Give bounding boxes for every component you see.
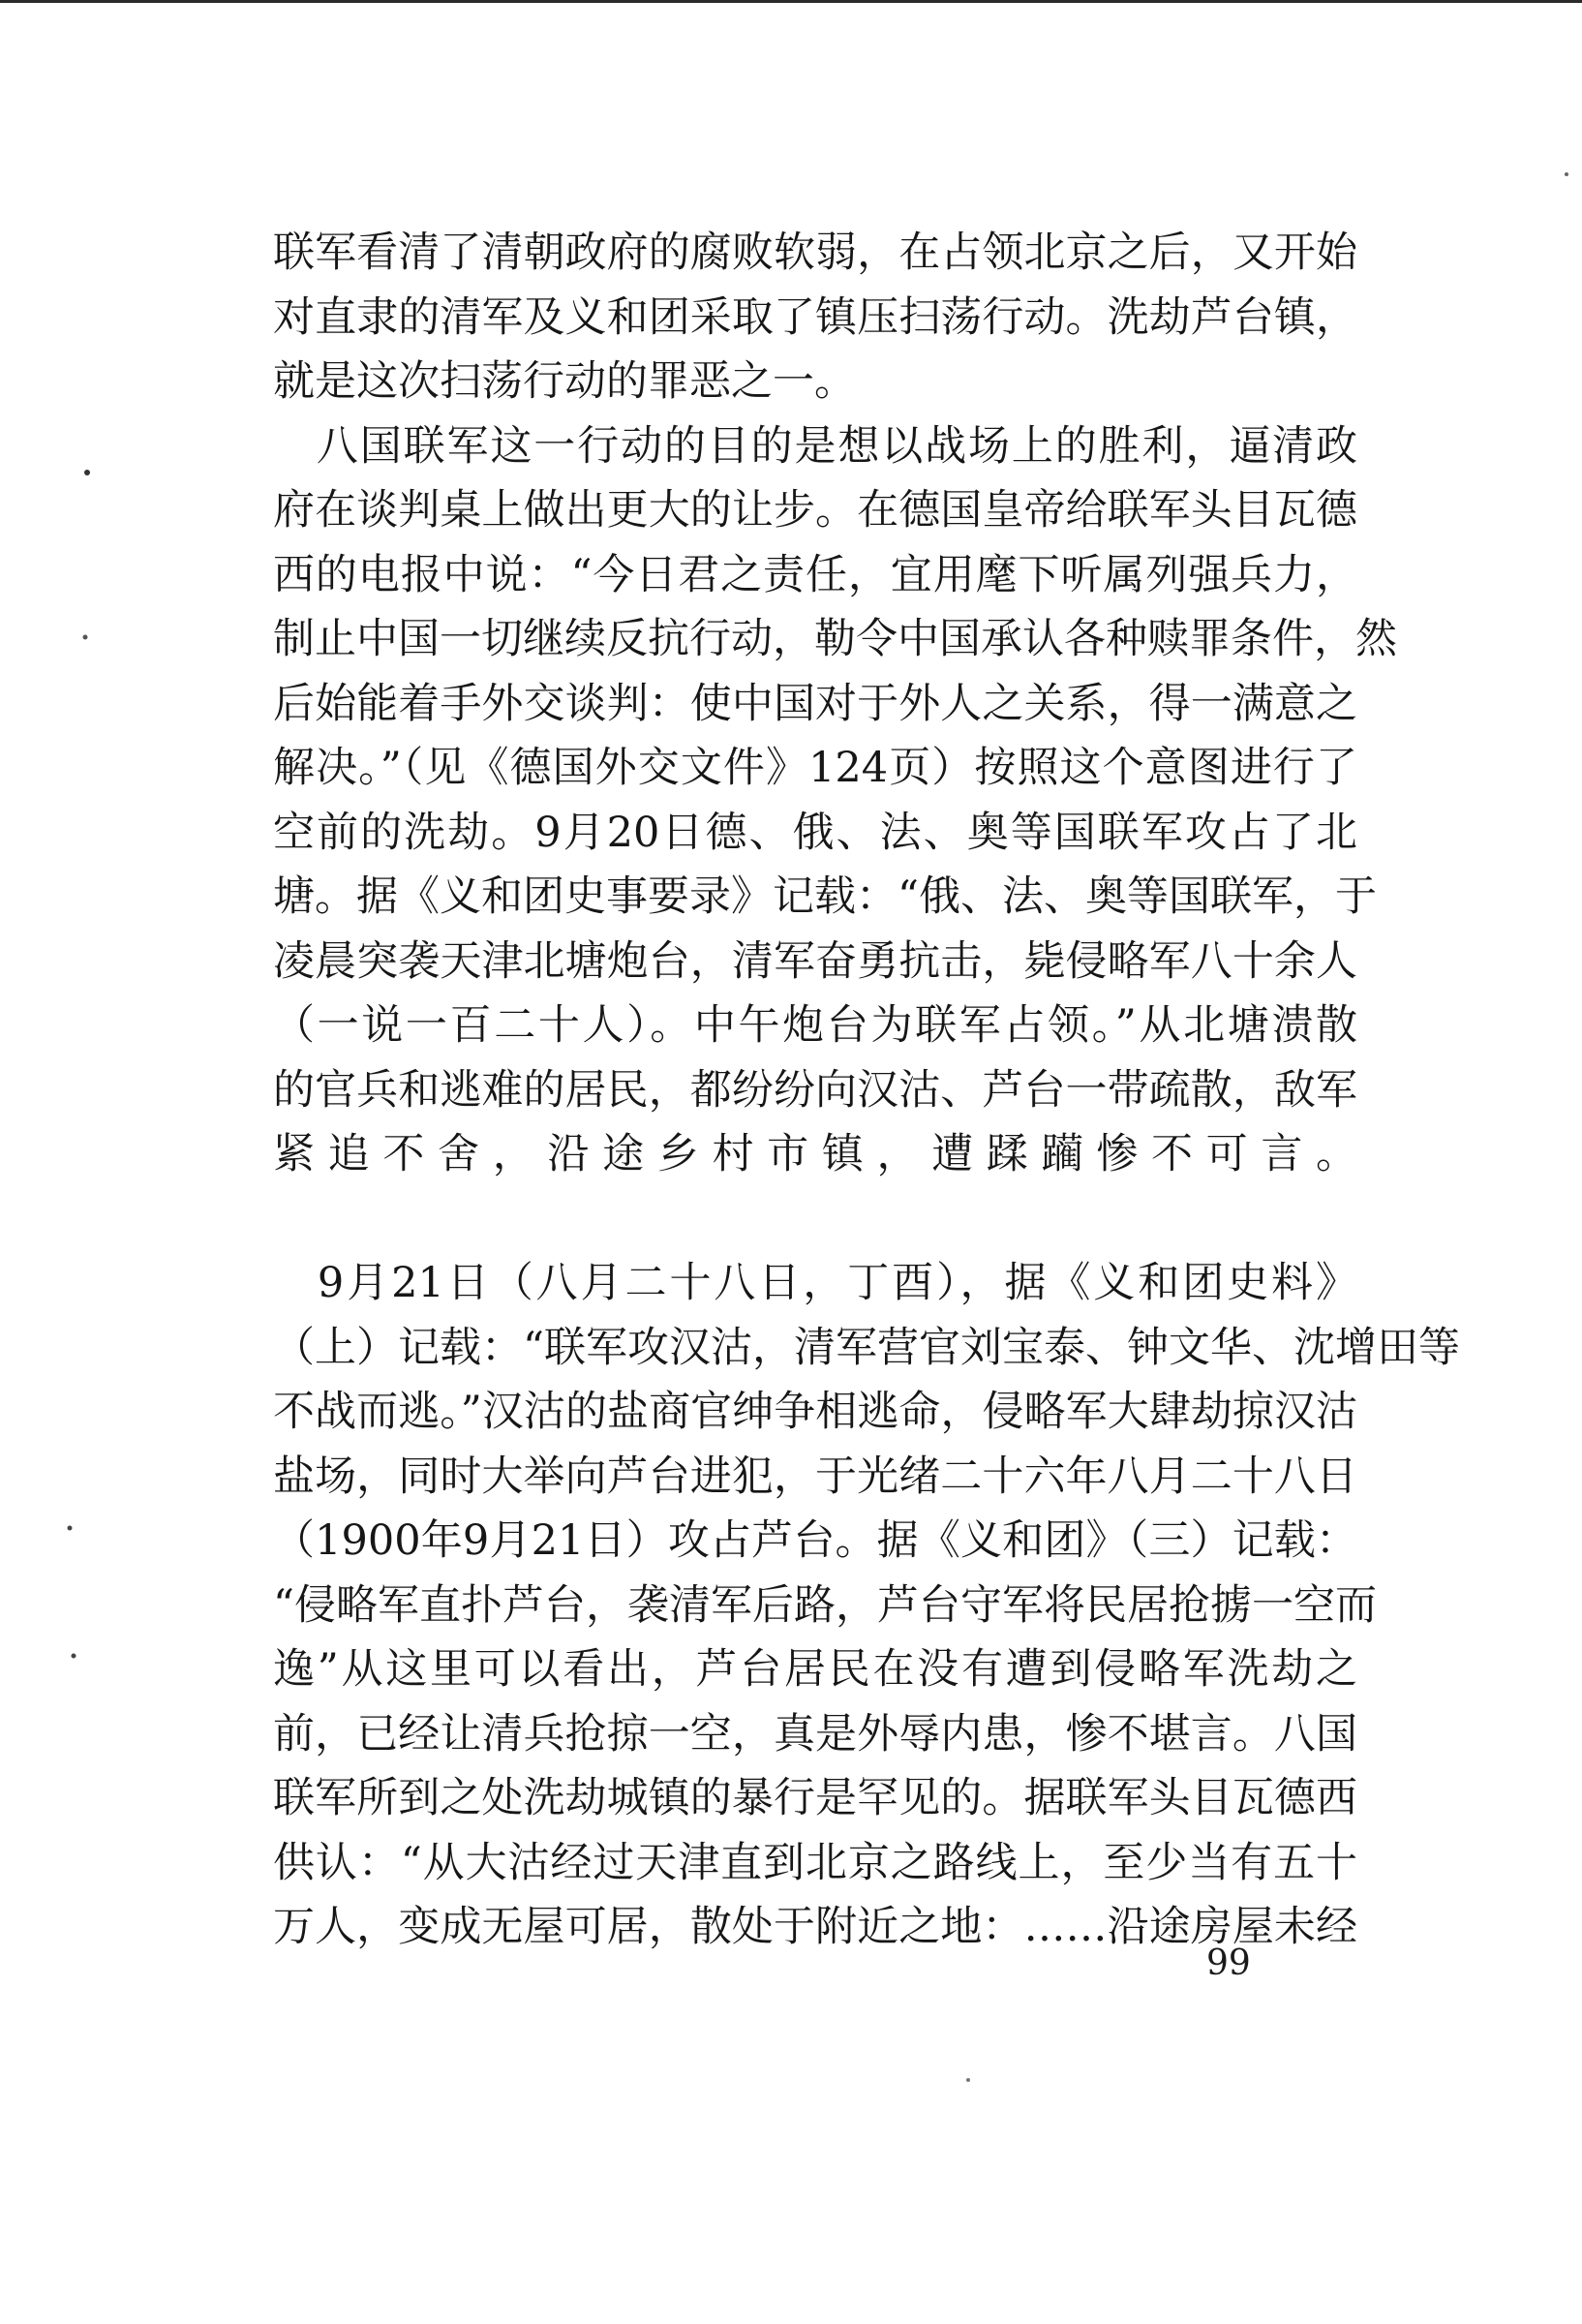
text-line: 府在谈判桌上做出更大的让步。在德国皇帝给联军头目瓦德 xyxy=(273,486,1357,535)
text-line: 对直隶的清军及义和团采取了镇压扫荡行动。洗劫芦台镇， xyxy=(273,292,1357,342)
text-line: 西的电报中说：“今日君之责任，宜用麾下听属列强兵力， xyxy=(273,550,1357,599)
text-line: 不战而逃。”汉沽的盐商官绅争相逃命，侵略军大肆劫掠汉沽 xyxy=(273,1388,1357,1436)
text-line: 万人，变成无屋可居，散处于附近之地：……沿途房屋未经 xyxy=(273,1903,1357,1951)
text-line: 八国联军这一行动的目的是想以战场上的胜利，逼清政 xyxy=(273,421,1357,471)
text-line: （上）记载：“联军攻汉沽，清军营官刘宝泰、钟文华、沈增田等 xyxy=(273,1323,1460,1372)
paragraph-1 xyxy=(273,221,1357,414)
page-number: 99 xyxy=(1206,1943,1251,1983)
text-line: 联军所到之处洗劫城镇的暴行是罕见的。据联军头目瓦德西 xyxy=(273,1774,1357,1822)
text-line: 盐场，同时大举向芦台进犯，于光绪二十六年八月二十八日 xyxy=(273,1452,1357,1501)
text-line: 制止中国一切继续反抗行动，勒令中国承认各种赎罪条件，然 xyxy=(273,615,1397,663)
body-text xyxy=(273,221,1460,1960)
text-line: 的官兵和逃难的居民，都纷纷向汉沽、芦台一带疏散，敌军 xyxy=(273,1065,1357,1115)
text-line: 供认：“从大沽经过天津直到北京之路线上，至少当有五十 xyxy=(273,1838,1357,1887)
text-line: （1900年9月21日）攻占芦台。据《义和团》（三）记载： xyxy=(273,1516,1357,1565)
text-line: （一说一百二十人）。中午炮台为联军占领。”从北塘溃散 xyxy=(273,1001,1357,1050)
text-line: 空前的洗劫。9月20日德、俄、法、奥等国联军攻占了北 xyxy=(273,808,1357,857)
paragraph-2 xyxy=(273,414,1397,1252)
text-line: “侵略军直扑芦台，袭清军后路，芦台守军将民居抢掳一空而 xyxy=(273,1580,1377,1630)
text-line: 9月21日（八月二十八日，丁酉），据《义和团史料》 xyxy=(273,1259,1357,1307)
text-line: 塘。据《义和团史事要录》记载：“俄、法、奥等国联军，于 xyxy=(273,872,1377,921)
text-line: 凌晨突袭天津北塘炮台，清军奋勇抗击，毙侵略军八十余人 xyxy=(273,936,1357,986)
text-line xyxy=(273,1187,1357,1252)
text-line: 前，已经让清兵抢掠一空，真是外辱内患，惨不堪言。八国 xyxy=(273,1709,1357,1758)
text-line: 后始能着手外交谈判：使中国对于外人之关系，得一满意之 xyxy=(273,679,1357,728)
text-line: 解决。”（见《德国外交文件》124页）按照这个意图进行了 xyxy=(273,744,1357,792)
text-line: 就是这次扫荡行动的罪恶之一。 xyxy=(273,357,856,406)
text-line: 紧追不舍，沿途乡村市镇，遭蹂躏惨不可言。 xyxy=(273,1130,1357,1178)
text-line: 逸”从这里可以看出，芦台居民在没有遭到侵略军洗劫之 xyxy=(273,1645,1357,1694)
text-line: 联军看清了清朝政府的腐败软弱，在占领北京之后，又开始 xyxy=(273,229,1357,277)
paragraph-3 xyxy=(273,1251,1460,1960)
